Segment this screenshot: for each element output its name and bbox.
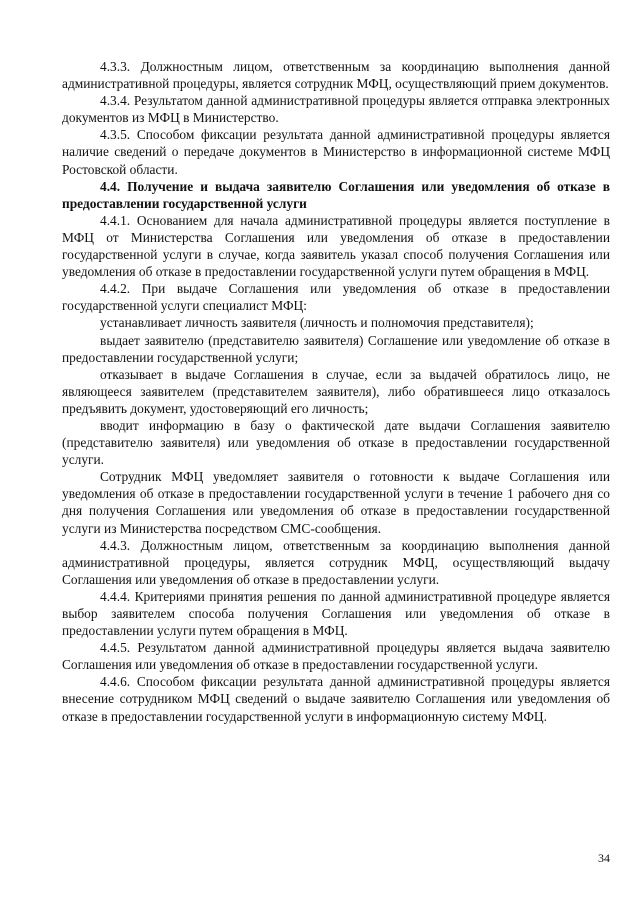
paragraph-4-4-5: 4.4.5. Результатом данной административной процедуры является выдача заявителю Соглашения или уведомления об отказе в предоставлении государственной услуги.	[62, 640, 610, 673]
document-page	[62, 58, 610, 725]
paragraph-4-4-3: 4.4.3. Должностным лицом, ответственным за координацию выполнения данной административной процедуры, является сотрудник МФЦ, осуществляющий выдачу Соглашения или уведомления об отказе в предоставлении услуги.	[62, 537, 610, 587]
page-number: 34	[598, 851, 610, 865]
paragraph-4-3-4: 4.3.4. Результатом данной административной процедуры является отправка электронных документов из МФЦ в Министерство.	[62, 93, 610, 126]
list-item-issue: выдает заявителю (представителю заявителя) Соглашение или уведомление об отказе в предоставлении государственной услуги;	[62, 332, 610, 365]
paragraph-4-4-2: 4.4.2. При выдаче Соглашения или уведомления об отказе в предоставлении государственной услуги специалист МФЦ:	[62, 281, 610, 314]
list-item-refuse: отказывает в выдаче Соглашения в случае, если за выдачей обратилось лицо, не являющееся заявителем (представителем заявителя), либо обратившееся лицо отказалось предъявить документ, удостоверяющий его личность;	[62, 366, 610, 416]
section-heading-4-4: 4.4. Получение и выдача заявителю Соглашения или уведомления об отказе в предоставлении государственной услуги	[62, 178, 610, 211]
paragraph-4-4-6: 4.4.6. Способом фиксации результата данной административной процедуры является внесение сотрудником МФЦ сведений о выдаче заявителю Соглашения или уведомления об отказе в предоставлении государственной услуги в информационную систему МФЦ.	[62, 674, 610, 724]
paragraph-4-4-4: 4.4.4. Критериями принятия решения по данной административной процедуре является выбор заявителем способа получения Соглашения или уведомления об отказе в предоставлении услуги путем обращения в МФЦ.	[62, 588, 610, 639]
paragraph-4-3-5: 4.3.5. Способом фиксации результата данной административной процедуры является наличие сведений о передаче документов в Министерство в информационной системе МФЦ Ростовской области.	[62, 127, 610, 177]
list-item-record: вводит информацию в базу о фактической дате выдачи Соглашения заявителю (представителю заявителя) или уведомления об отказе в предоставлении государственной услуги.	[62, 417, 610, 468]
paragraph-notify: Сотрудник МФЦ уведомляет заявителя о готовности к выдаче Соглашения или уведомления об отказе в предоставлении государственной услуги в течение 1 рабочего дня со дня получения Соглашения или уведомления об отказе в предоставлении государственной услуги из Министерства посредством СМС-сообщения.	[62, 469, 610, 536]
list-item-identify: устанавливает личность заявителя (личность и полномочия представителя);	[100, 315, 534, 331]
paragraph-4-3-3: 4.3.3. Должностным лицом, ответственным за координацию выполнения данной административной процедуры, является сотрудник МФЦ, осуществляющий прием документов.	[62, 59, 610, 92]
paragraph-4-4-1: 4.4.1. Основанием для начала административной процедуры является поступление в МФЦ от Министерства Соглашения или уведомления об отказе в предоставлении государственной услуги в случае, когда заявитель указал способ получения Соглашения или уведомления об отказе в предоставлении государственной услуги путем обращения в МФЦ.	[62, 212, 610, 280]
